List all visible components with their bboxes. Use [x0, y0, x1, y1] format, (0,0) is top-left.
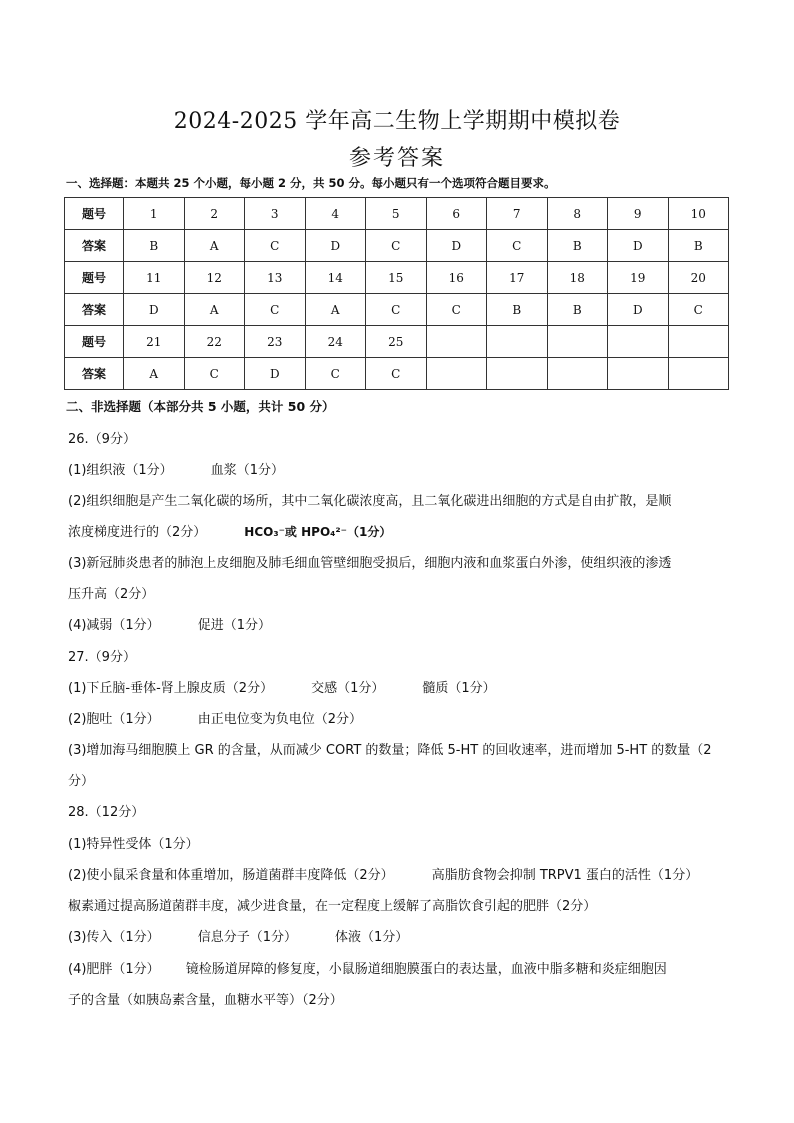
q26-heading: 26.（9分）	[68, 432, 136, 447]
q27-answer-1c: 髓质（1分）	[422, 681, 496, 696]
q28-answer-3a: (3)传入（1分）	[68, 930, 160, 945]
q28-heading: 28.（12分）	[68, 805, 145, 820]
q27-answer-1b: 交感（1分）	[311, 681, 385, 696]
answer-cell: A	[305, 294, 366, 326]
q28-answer-4b: 镜检肠道屏障的修复度，小鼠肠道细胞膜蛋白的表达量，血液中脂多糖和炎症细胞因	[185, 962, 667, 977]
question-number-cell	[547, 326, 608, 358]
question-number-cell: 9	[608, 198, 669, 230]
q26-line3b: 压升高（2分）	[68, 587, 155, 602]
row-label-answer: 答案	[65, 230, 124, 262]
answer-cell: C	[366, 294, 427, 326]
q26-line2a: (2)组织细胞是产生二氧化碳的场所，其中二氧化碳浓度高，且二氧化碳进出细胞的方式是自由扩散，是顺	[68, 494, 672, 509]
question-number-cell: 19	[608, 262, 669, 294]
answer-cell: B	[487, 294, 548, 326]
q28-answer-4a: (4)肥胖（1分）	[68, 962, 160, 977]
table-row-answers	[65, 294, 729, 326]
row-label-answer: 答案	[65, 294, 124, 326]
q26-answer-4b: 促进（1分）	[197, 618, 271, 633]
question-number-cell: 2	[184, 198, 245, 230]
answer-cell: B	[668, 230, 729, 262]
question-number-cell: 24	[305, 326, 366, 358]
table-row-question-numbers	[65, 326, 729, 358]
answer-cell: A	[184, 230, 245, 262]
row-label-question: 题号	[65, 198, 124, 230]
q28-answer-3c: 体液（1分）	[334, 930, 409, 945]
answer-cell: D	[124, 294, 185, 326]
q28-line4	[68, 958, 667, 977]
answer-cell: D	[608, 294, 669, 326]
row-label-question: 题号	[65, 262, 124, 294]
section-heading-choice: 一、选择题：本题共 25 个小题，每小题 2 分，共 50 分。每小题只有一个选项符合题目要求。	[66, 176, 556, 190]
answer-cell	[547, 358, 608, 390]
row-label-question: 题号	[65, 326, 124, 358]
q26-answer-2c: HCO₃⁻或 HPO₄²⁻（1分）	[244, 525, 392, 539]
question-number-cell: 8	[547, 198, 608, 230]
question-number-cell: 1	[124, 198, 185, 230]
q26-line3a: (3)新冠肺炎患者的肺泡上皮细胞及肺毛细血管壁细胞受损后，细胞内液和血浆蛋白外渗，使组织液的渗透	[68, 556, 672, 571]
q27-heading: 27.（9分）	[68, 650, 136, 665]
q26-answer-2b: 浓度梯度进行的（2分）	[68, 525, 207, 540]
page-title: 2024-2025 学年高二生物上学期期中模拟卷	[173, 109, 621, 134]
q27-answer-1a: (1)下丘脑-垂体-肾上腺皮质（2分）	[68, 681, 274, 696]
question-number-cell: 15	[366, 262, 427, 294]
answer-cell: B	[124, 230, 185, 262]
section-heading-nonchoice: 二、非选择题（本部分共 5 小题，共计 50 分）	[66, 399, 335, 414]
answer-cell: C	[245, 230, 306, 262]
question-number-cell	[487, 326, 548, 358]
answer-cell: A	[184, 294, 245, 326]
answer-cell: C	[487, 230, 548, 262]
question-number-cell: 11	[124, 262, 185, 294]
q26-answer-1b: 血浆（1分）	[210, 463, 284, 478]
answer-cell: C	[184, 358, 245, 390]
page-subtitle: 参考答案	[348, 146, 445, 171]
question-number-cell: 5	[366, 198, 427, 230]
question-number-cell: 22	[184, 326, 245, 358]
answer-cell	[668, 358, 729, 390]
question-number-cell: 6	[426, 198, 487, 230]
q28-answer-3b: 信息分子（1分）	[197, 930, 297, 945]
question-number-cell	[608, 326, 669, 358]
answer-cell: C	[245, 294, 306, 326]
answer-cell: D	[426, 230, 487, 262]
question-number-cell: 16	[426, 262, 487, 294]
q26-answer-1a: (1)组织液（1分）	[68, 463, 173, 478]
q26-line2b	[68, 521, 391, 540]
answer-cell	[487, 358, 548, 390]
answer-cell: C	[668, 294, 729, 326]
answer-cell: C	[305, 358, 366, 390]
answer-cell: C	[366, 358, 427, 390]
answer-cell	[426, 358, 487, 390]
answer-cell: D	[608, 230, 669, 262]
question-number-cell: 4	[305, 198, 366, 230]
q28-line1: (1)特异性受体（1分）	[68, 837, 199, 852]
table-row-answers	[65, 358, 729, 390]
answer-cell: A	[124, 358, 185, 390]
question-number-cell: 13	[245, 262, 306, 294]
question-number-cell: 10	[668, 198, 729, 230]
answer-cell: C	[426, 294, 487, 326]
q27-line1	[68, 677, 496, 696]
q26-line4	[68, 614, 271, 633]
table-row-question-numbers	[65, 198, 729, 230]
q27-answer-2a: (2)胞吐（1分）	[68, 712, 160, 727]
table-row-question-numbers	[65, 262, 729, 294]
q27-line3a: (3)增加海马细胞膜上 GR 的含量，从而减少 CORT 的数量；降低 5-HT 的回收速率，进而增加 5-HT 的数量（2	[68, 743, 712, 758]
question-number-cell: 25	[366, 326, 427, 358]
question-number-cell: 18	[547, 262, 608, 294]
question-number-cell: 17	[487, 262, 548, 294]
question-number-cell: 14	[305, 262, 366, 294]
q28-answer-2a: (2)使小鼠采食量和体重增加，肠道菌群丰度降低（2分）	[68, 868, 394, 883]
question-number-cell	[668, 326, 729, 358]
answer-cell: D	[245, 358, 306, 390]
answer-cell: B	[547, 230, 608, 262]
question-number-cell: 23	[245, 326, 306, 358]
q26-line1	[68, 459, 284, 478]
q28-answer-2b: 高脂肪食物会抑制 TRPV1 蛋白的活性（1分）	[431, 868, 699, 883]
question-number-cell: 21	[124, 326, 185, 358]
question-number-cell: 12	[184, 262, 245, 294]
answer-cell: C	[366, 230, 427, 262]
q28-line3	[68, 926, 408, 945]
answer-cell	[608, 358, 669, 390]
q27-answer-2b: 由正电位变为负电位（2分）	[197, 712, 362, 727]
q27-line3b: 分）	[68, 774, 95, 789]
question-number-cell	[426, 326, 487, 358]
q27-line2	[68, 708, 362, 727]
question-number-cell: 7	[487, 198, 548, 230]
row-label-answer: 答案	[65, 358, 124, 390]
q28-line2	[68, 864, 698, 883]
table-row-answers	[65, 230, 729, 262]
answer-table	[64, 197, 729, 390]
question-number-cell: 20	[668, 262, 729, 294]
q28-line4c: 子的含量（如胰岛素含量，血糖水平等）（2分）	[68, 993, 343, 1008]
answer-cell: D	[305, 230, 366, 262]
answer-cell: B	[547, 294, 608, 326]
question-number-cell: 3	[245, 198, 306, 230]
q26-answer-4a: (4)减弱（1分）	[68, 618, 160, 633]
q28-line2c: 椒素通过提高肠道菌群丰度，减少进食量，在一定程度上缓解了高脂饮食引起的肥胖（2分）	[68, 899, 597, 914]
